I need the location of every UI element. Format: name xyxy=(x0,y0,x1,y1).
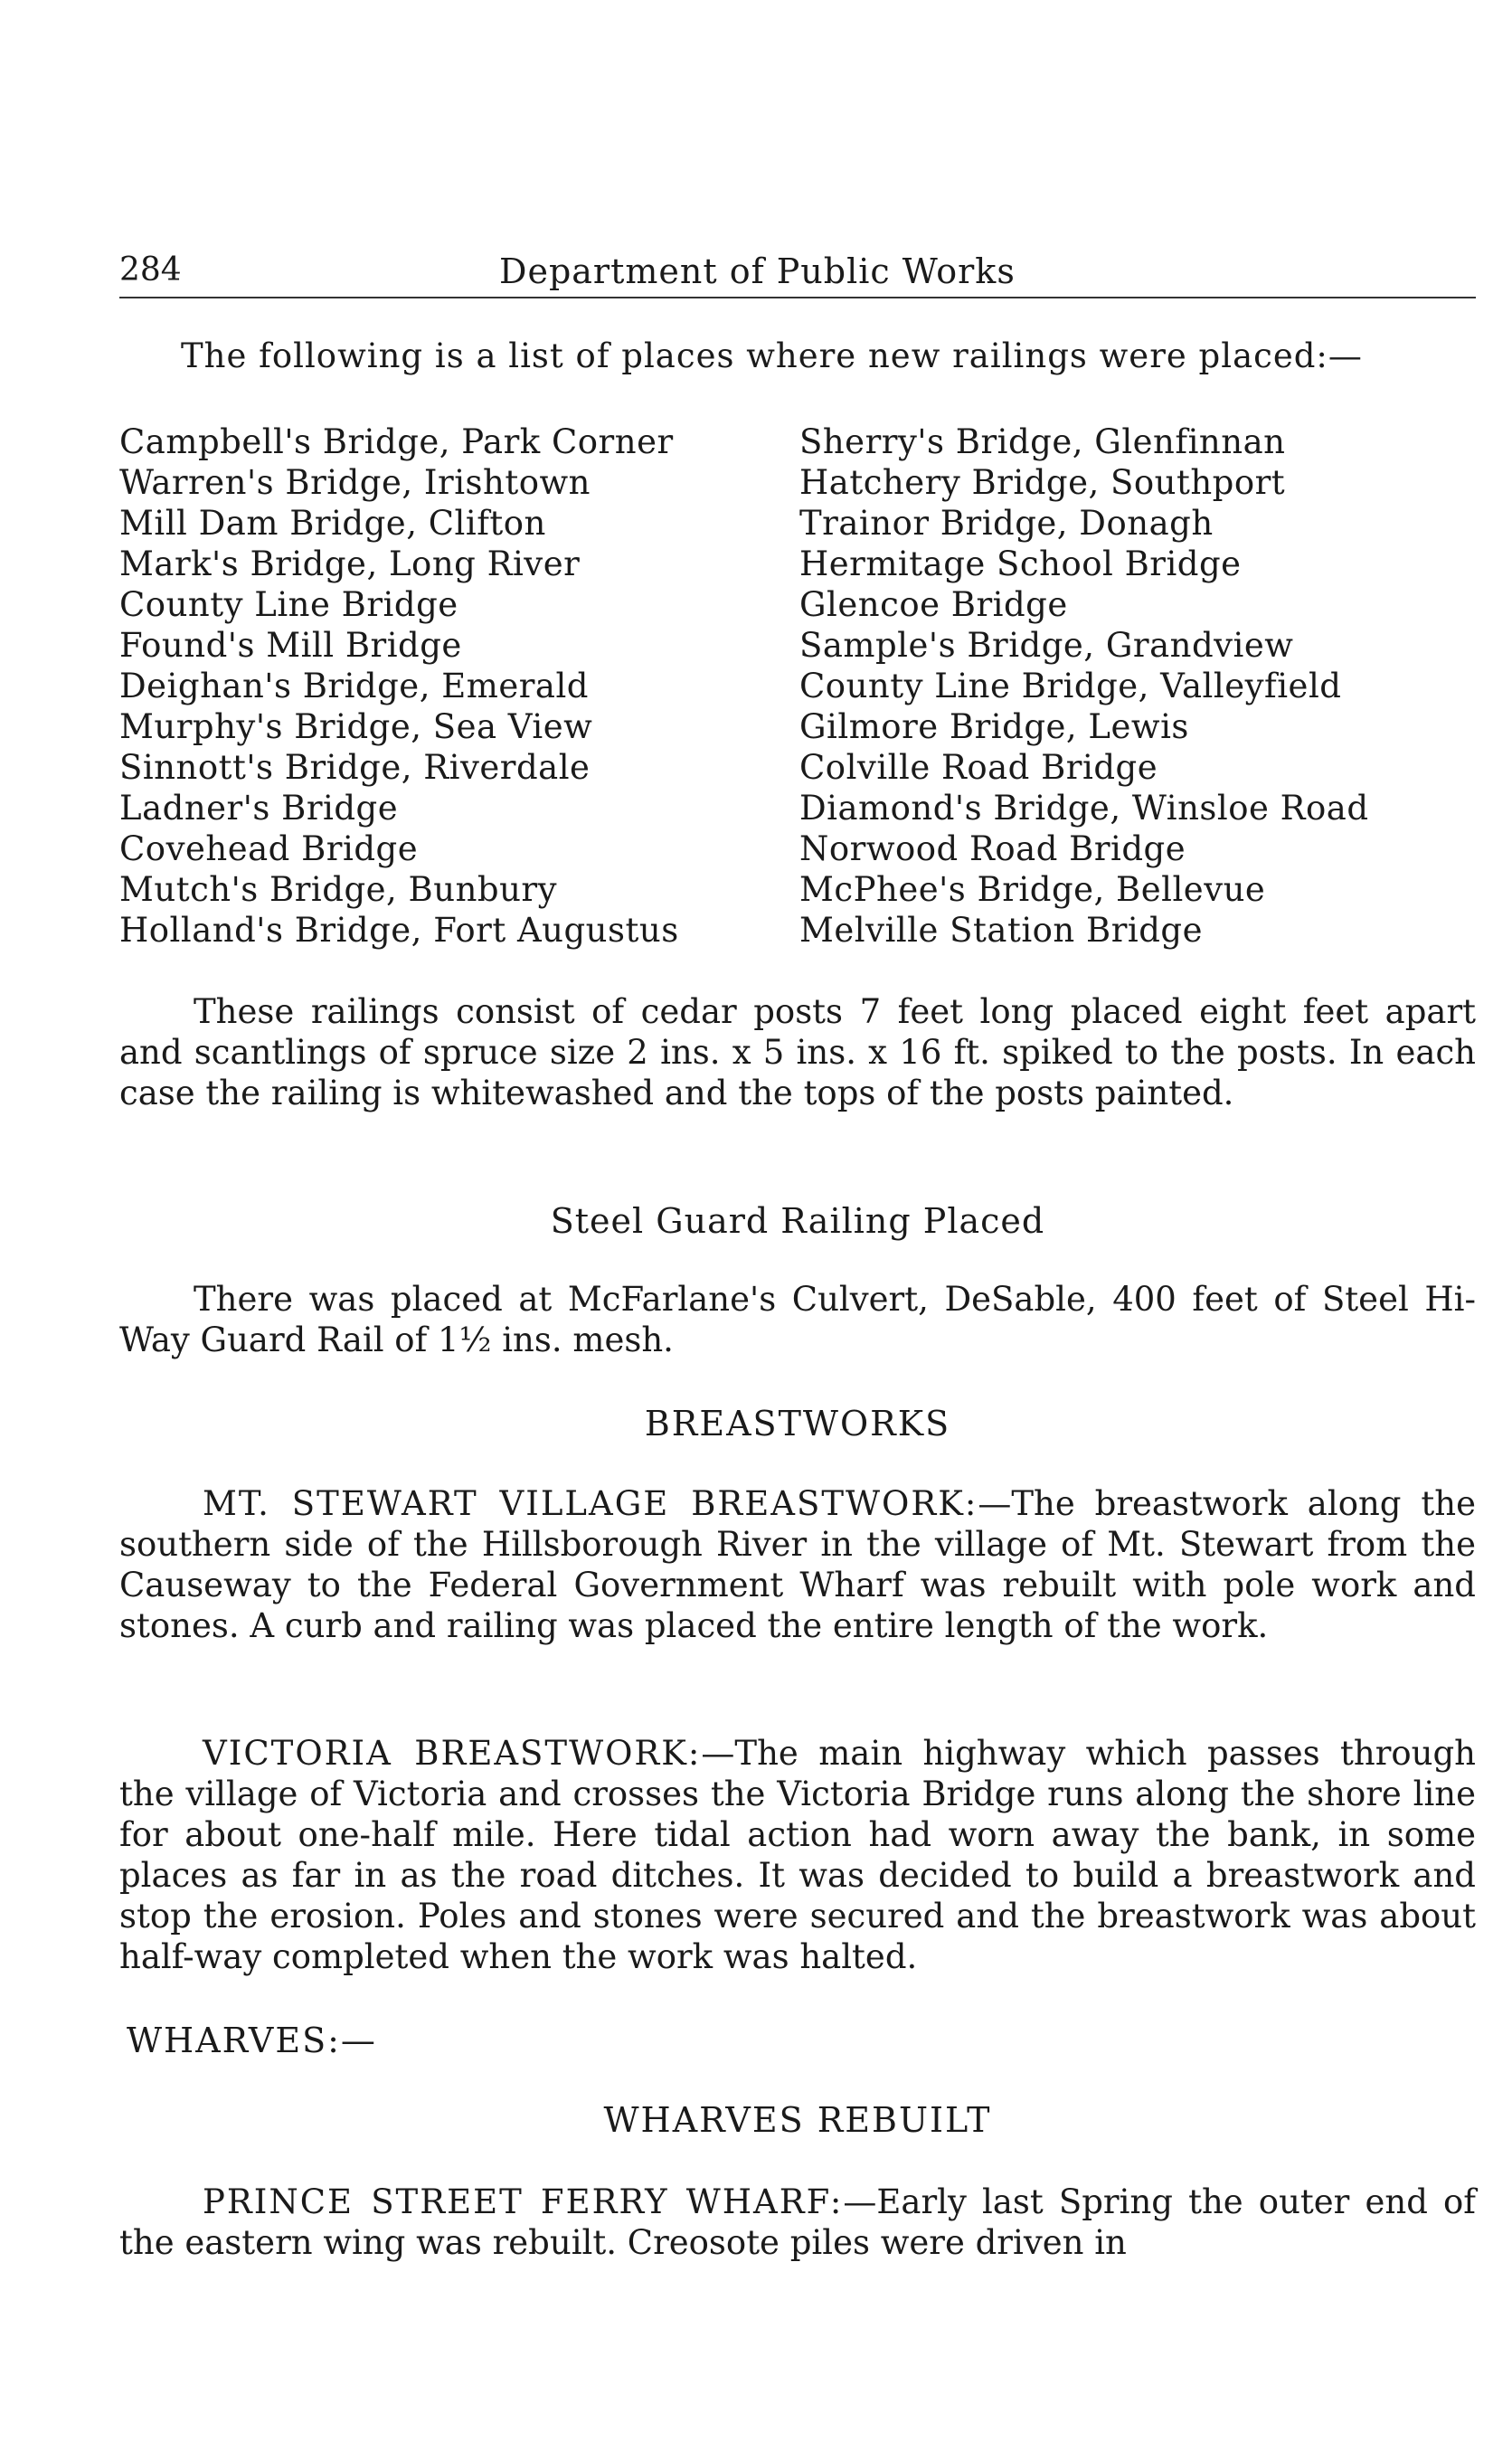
list-item: Mill Dam Bridge, Clifton xyxy=(119,504,546,543)
list-item: Melville Station Bridge xyxy=(799,911,1203,950)
victoria-text: —The main highway which passes through the village of Victoria and crosses the Victoria Bridge runs along the shore line for about one-half mile. Here tidal action had worn away the bank, in some places as far in as the road ditches. It was decided to build a breastwork and stop the erosion. Poles and stones were secured and the breastwork was about half-way completed when the work was halted. xyxy=(119,1734,1476,1976)
list-item: Campbell's Bridge, Park Corner xyxy=(119,422,674,461)
prince-street-paragraph xyxy=(119,2182,1476,2263)
list-item: Ladner's Bridge xyxy=(119,789,399,828)
railings-description: These railings consist of cedar posts 7 feet long placed eight feet apart and scantlings of spruce size 2 ins. x 5 ins. x 16 ft. spiked to the posts. In each case the railing is whitewashed and the tops of the posts painted. xyxy=(119,992,1476,1112)
mt-stewart-text: —The breastwork along the southern side of the Hillsborough River in the village of Mt. Stewart from the Causeway to the Federal Government Wharf was rebuilt with pole work and stones. A curb and railing was placed the entire length of the work. xyxy=(119,1484,1476,1645)
list-item: Sherry's Bridge, Glenfinnan xyxy=(799,422,1286,461)
list-item: Covehead Bridge xyxy=(119,829,419,868)
running-header xyxy=(119,242,1476,298)
prince-street-lead: PRINCE STREET FERRY WHARF: xyxy=(203,2182,844,2221)
list-item: County Line Bridge xyxy=(119,585,458,624)
list-item: County Line Bridge, Valleyfield xyxy=(799,667,1342,705)
steel-railing-heading: Steel Guard Railing Placed xyxy=(550,1201,1045,1241)
mt-stewart-paragraph xyxy=(119,1483,1476,1646)
list-item: Gilmore Bridge, Lewis xyxy=(799,707,1189,746)
page-number: 284 xyxy=(119,251,182,289)
list-item: McPhee's Bridge, Bellevue xyxy=(799,870,1266,909)
mt-stewart-lead: MT. STEWART VILLAGE BREASTWORK: xyxy=(203,1484,978,1523)
wharves-rebuilt-heading: WHARVES REBUILT xyxy=(603,2100,992,2140)
list-item: Hatchery Bridge, Southport xyxy=(799,463,1286,502)
railings-list-right xyxy=(799,421,1487,951)
list-item: Colville Road Bridge xyxy=(799,748,1158,787)
list-item: Hermitage School Bridge xyxy=(799,544,1242,583)
list-item: Trainor Bridge, Donagh xyxy=(799,504,1214,543)
list-item: Sinnott's Bridge, Riverdale xyxy=(119,748,591,787)
list-item: Warren's Bridge, Irishtown xyxy=(119,463,591,502)
prince-street-text: —Early last Spring the outer end of the eastern wing was rebuilt. Creosote piles were driven in xyxy=(119,2182,1476,2262)
list-item: Deighan's Bridge, Emerald xyxy=(119,667,589,705)
list-item: Sample's Bridge, Grandview xyxy=(799,626,1294,665)
running-title: Department of Public Works xyxy=(499,251,1016,291)
list-item: Diamond's Bridge, Winsloe Road xyxy=(799,789,1369,828)
list-item: Found's Mill Bridge xyxy=(119,626,462,665)
victoria-lead: VICTORIA BREASTWORK: xyxy=(203,1734,702,1773)
wharves-label: WHARVES:— xyxy=(127,2021,377,2060)
steel-railing-paragraph: There was placed at McFarlane's Culvert, DeSable, 400 feet of Steel Hi-Way Guard Rail of 1½ ins. mesh. xyxy=(119,1280,1476,1359)
list-item: Norwood Road Bridge xyxy=(799,829,1186,868)
railings-intro: The following is a list of places where new railings were placed:— xyxy=(181,336,1363,375)
railings-list-left xyxy=(119,421,807,951)
list-item: Glencoe Bridge xyxy=(799,585,1068,624)
list-item: Murphy's Bridge, Sea View xyxy=(119,707,593,746)
victoria-paragraph xyxy=(119,1733,1476,1977)
list-item: Mark's Bridge, Long River xyxy=(119,544,581,583)
list-item: Holland's Bridge, Fort Augustus xyxy=(119,911,679,950)
breastworks-heading: BREASTWORKS xyxy=(644,1404,951,1443)
list-item: Mutch's Bridge, Bunbury xyxy=(119,870,558,909)
